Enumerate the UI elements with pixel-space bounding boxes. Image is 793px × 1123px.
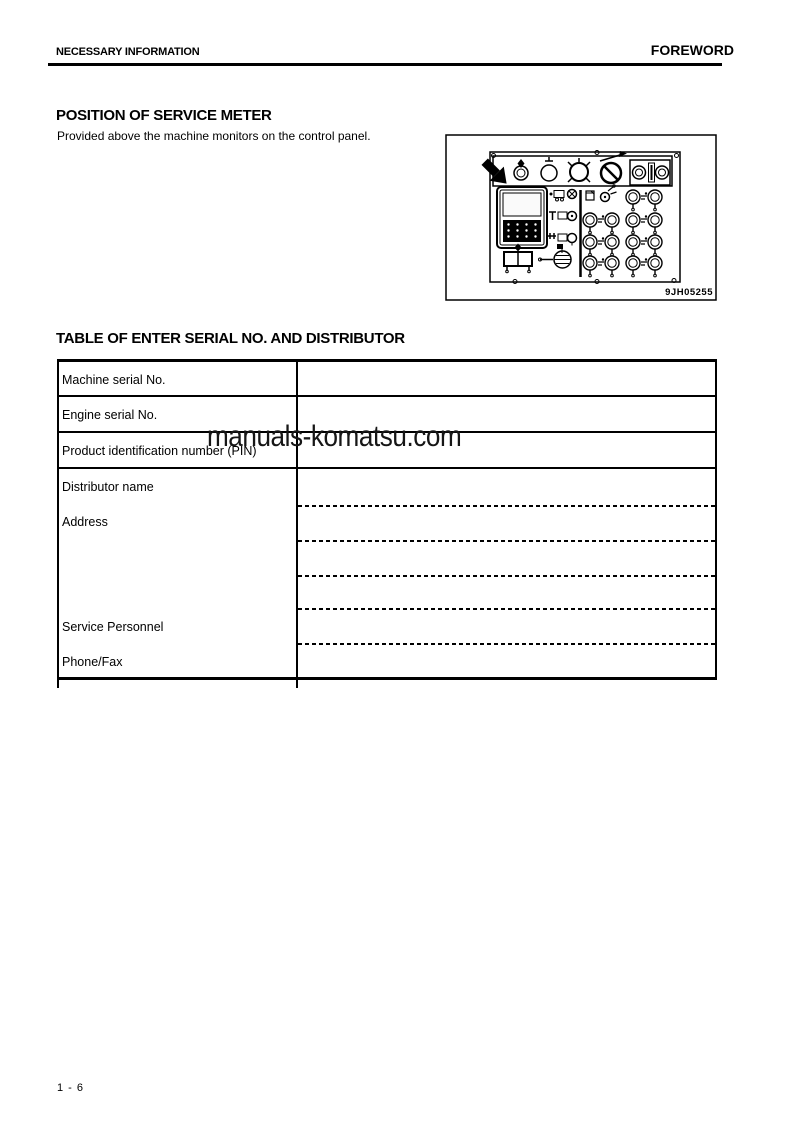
table-row-line — [59, 467, 715, 469]
control-panel-figure-svg — [445, 134, 717, 301]
section-title-position-of-service-meter: POSITION OF SERVICE METER — [56, 107, 272, 124]
row-label-engine-serial: Engine serial No. — [62, 408, 158, 422]
row-label-distributor: Distributor name — [62, 480, 154, 494]
header-rule — [48, 63, 722, 66]
write-line — [298, 505, 715, 507]
serial-distributor-table — [57, 359, 717, 680]
write-line — [298, 575, 715, 577]
section-body-text: Provided above the machine monitors on the control panel. — [57, 129, 371, 143]
header-section-label: NECESSARY INFORMATION — [56, 46, 200, 58]
page-number: 1 - 6 — [57, 1082, 85, 1094]
write-line — [298, 608, 715, 610]
row-label-service-personnel: Service Personnel — [62, 620, 164, 634]
header-chapter-label: FOREWORD — [650, 42, 734, 58]
row-label-machine-serial: Machine serial No. — [62, 373, 166, 387]
table-row-line — [59, 395, 715, 397]
row-label-address: Address — [62, 515, 108, 529]
section-title-serial-table: TABLE OF ENTER SERIAL NO. AND DISTRIBUTOR — [56, 330, 405, 347]
watermark-text: manuals-komatsu.com — [207, 420, 462, 453]
table-border-tail — [57, 680, 59, 688]
table-border-tail — [296, 680, 298, 688]
write-line — [298, 643, 715, 645]
table-column-divider — [296, 362, 298, 677]
figure-caption: 9JH05255 — [665, 287, 713, 298]
service-meter-display — [497, 187, 547, 248]
row-label-phone-fax: Phone/Fax — [62, 655, 123, 669]
write-line — [298, 540, 715, 542]
control-panel-illustration — [445, 134, 717, 301]
row-label-pin: Product identification number (PIN) — [62, 444, 257, 458]
